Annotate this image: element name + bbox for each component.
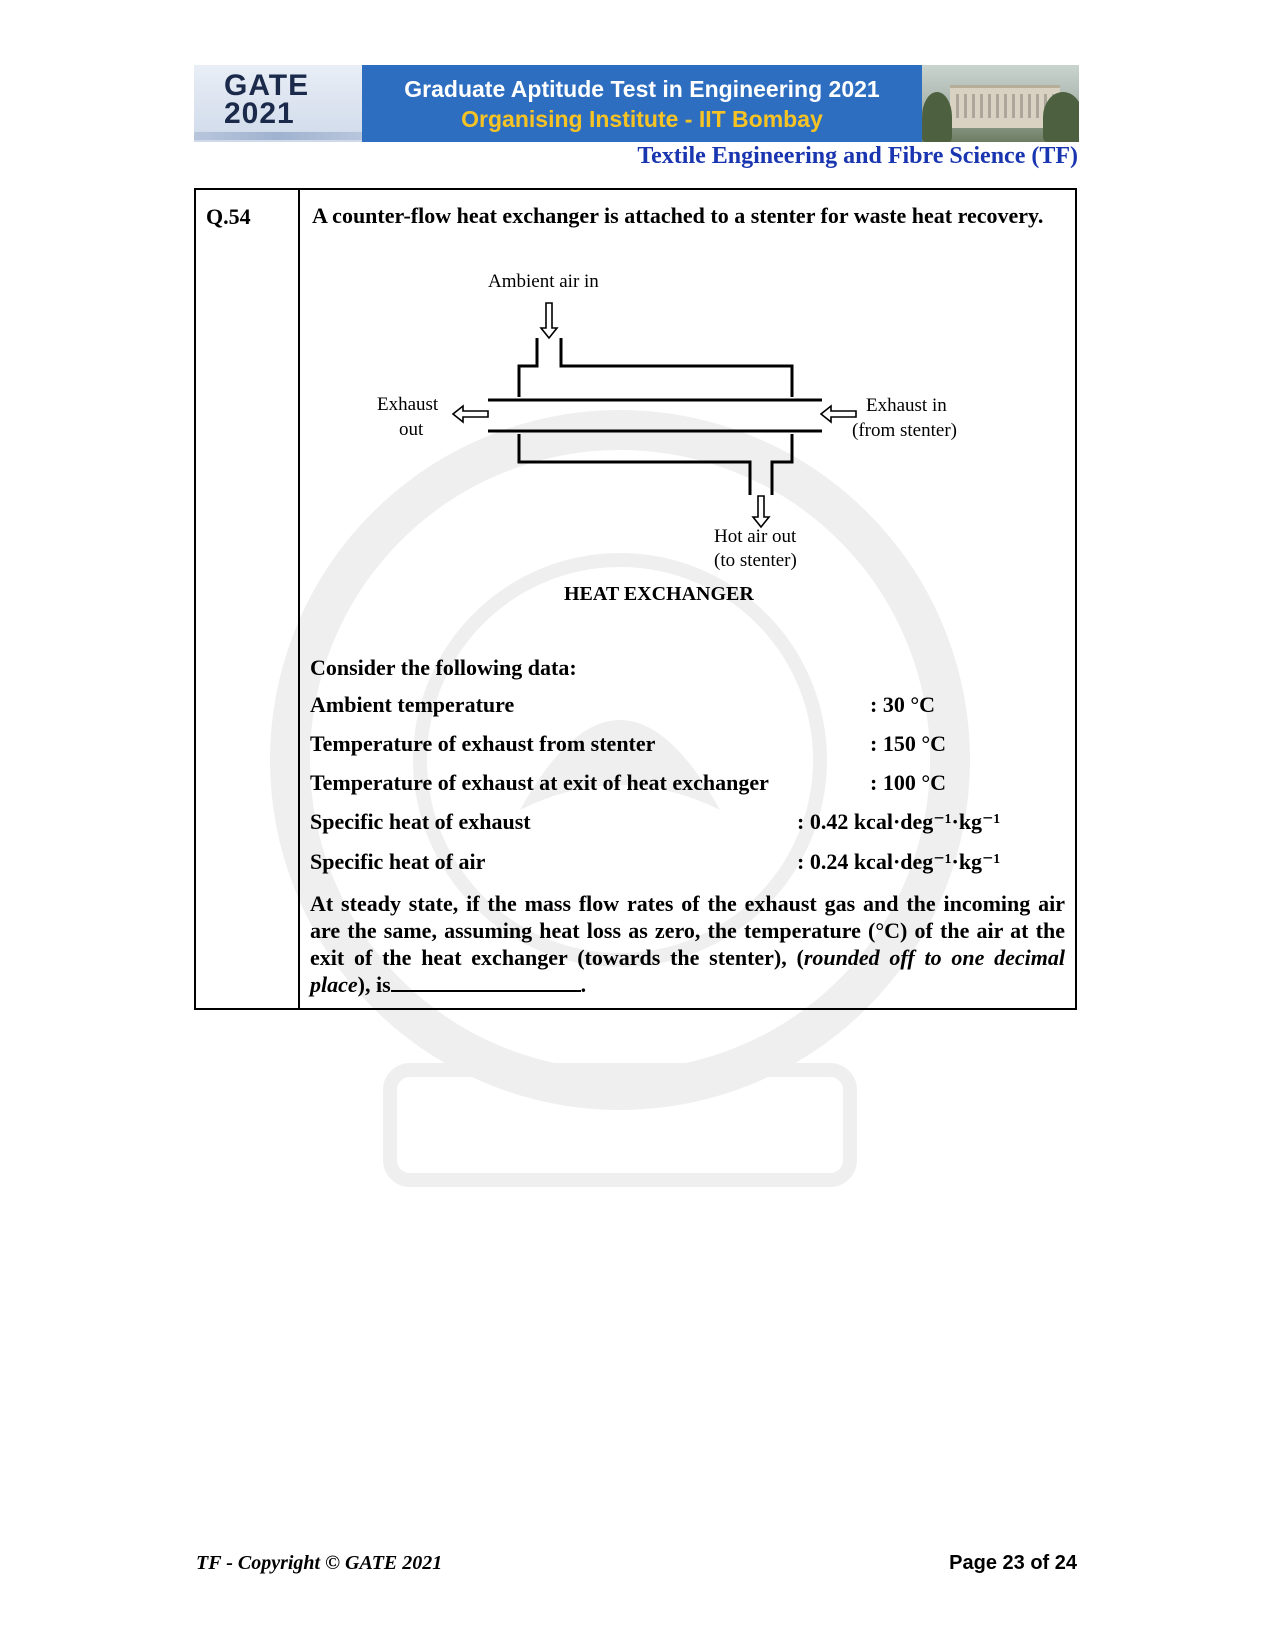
data-value: : 30 °C [870, 692, 936, 717]
data-label: Specific heat of air [310, 849, 486, 874]
shell-bottom-left [519, 434, 750, 495]
exhaust-in-arrow [821, 406, 856, 422]
label-exhaust-in-1: Exhaust in [866, 395, 947, 416]
data-heading: Consider the following data: [310, 655, 577, 680]
heat-exchanger-diagram [0, 0, 1275, 620]
shell-top-right [561, 338, 792, 397]
subject-title: Textile Engineering and Fibre Science (TF) [637, 143, 1078, 169]
data-value: : 100 °C [870, 770, 947, 795]
logo-gate-text: GATE [224, 69, 310, 102]
label-ambient-air-in: Ambient air in [488, 271, 599, 292]
footer-copyright: TF - Copyright © GATE 2021 [196, 1552, 443, 1574]
label-exhaust-in-2: (from stenter) [852, 420, 957, 441]
shell-bottom-right [772, 434, 792, 495]
data-value: : 150 °C [870, 731, 947, 756]
label-hot-air-out-2: (to stenter) [714, 550, 797, 571]
label-exhaust-out-2: out [399, 419, 424, 440]
question-final-statement: At steady state, if the mass flow rates of the exhaust gas and the incoming air are the same, assuming heat loss as zero, the temperature (°C) of the air at the exit of the heat exchanger (towards the stenter), (rounded off to one decimal place), is . [310, 891, 1065, 997]
ambient-air-in-arrow [541, 303, 557, 338]
data-label: Ambient temperature [310, 692, 515, 717]
question-stem: A counter-flow heat exchanger is attached to a stenter for waste heat recovery. [312, 203, 1044, 228]
logo-year-text: 2021 [224, 97, 295, 130]
exhaust-out-arrow [453, 406, 488, 422]
final-text: At steady state, if the mass flow rates of the exhaust gas and the incoming air are the same, assuming heat loss as zero, the temperature (°C) of the air at the exit of the heat exchanger (towards the stenter), ( [310, 891, 1065, 970]
answer-blank[interactable] [391, 972, 581, 992]
shell-top-left [519, 338, 537, 397]
page-number: Page 23 of 24 [949, 1552, 1077, 1574]
question-number: Q.54 [206, 204, 251, 229]
exam-title: Graduate Aptitude Test in Engineering 2021 [404, 75, 880, 102]
data-label: Specific heat of exhaust [310, 809, 531, 834]
data-label: Temperature of exhaust at exit of heat exchanger [310, 770, 769, 795]
figure-caption: HEAT EXCHANGER [564, 583, 754, 605]
organising-institute: Organising Institute - IIT Bombay [461, 105, 823, 132]
data-label: Temperature of exhaust from stenter [310, 731, 656, 756]
label-hot-air-out-1: Hot air out [714, 526, 797, 547]
data-value: : 0.42 kcal·deg⁻¹·kg⁻¹ [797, 809, 1001, 834]
hot-air-out-arrow [753, 496, 769, 527]
data-value: : 0.24 kcal·deg⁻¹·kg⁻¹ [797, 849, 1001, 874]
final-end: ), is [357, 972, 391, 997]
final-italic: rounded off to one decimal place [310, 945, 1065, 997]
label-exhaust-out-1: Exhaust [377, 394, 439, 415]
